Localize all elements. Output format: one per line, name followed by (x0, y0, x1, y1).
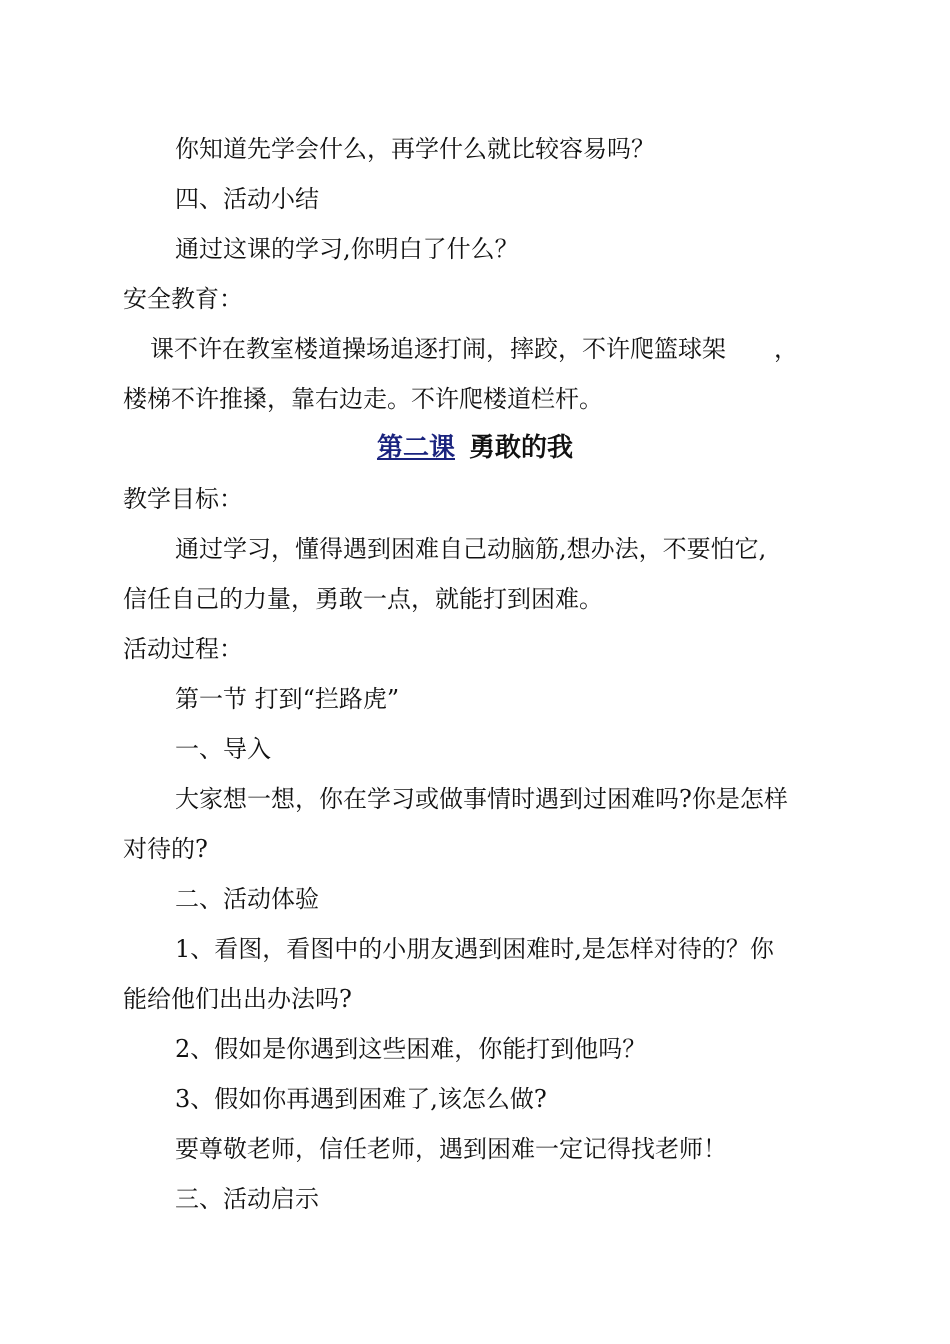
paragraph-line: 3、假如你再遇到困难了,该怎么做? (175, 1085, 547, 1113)
section-heading: 一、导入 (175, 735, 271, 763)
paragraph-line: 能给他们出出办法吗? (123, 985, 352, 1013)
paragraph-line: 楼梯不许推搡，靠右边走。不许爬楼道栏杆。 (123, 385, 603, 413)
section-heading: 三、活动启示 (175, 1185, 319, 1213)
paragraph-line: 对待的? (123, 835, 208, 863)
lesson-title-link[interactable]: 第二课 (376, 433, 455, 463)
lesson-title (0, 432, 950, 464)
paragraph-line: 2、假如是你遇到这些困难，你能打到他吗？ (175, 1035, 647, 1063)
subsection-heading: 第一节 打到“拦路虎” (175, 685, 400, 713)
section-label: 教学目标： (123, 485, 243, 513)
section-label: 活动过程： (123, 635, 243, 663)
paragraph-line: 通过这课的学习,你明白了什么？ (175, 235, 519, 263)
paragraph-line: 大家想一想，你在学习或做事情时遇到过困难吗?你是怎样 (175, 785, 788, 813)
lesson-title-text: 勇敢的我 (469, 433, 574, 463)
section-heading: 二、活动体验 (175, 885, 319, 913)
paragraph-line: 通过学习，懂得遇到困难自己动脑筋,想办法，不要怕它, (175, 535, 767, 563)
section-heading: 四、活动小结 (175, 185, 319, 213)
paragraph-line: 你知道先学会什么，再学什么就比较容易吗？ (175, 135, 655, 163)
paragraph-line: 信任自己的力量，勇敢一点，就能打到困难。 (123, 585, 603, 613)
section-label: 安全教育： (123, 285, 243, 313)
paragraph-line: 1、看图，看图中的小朋友遇到困难时,是怎样对待的？你 (175, 935, 774, 963)
paragraph-line: 课不许在教室楼道操场追逐打闹，摔跤，不许爬篮球架 ， (150, 335, 798, 363)
paragraph-line: 要尊敬老师，信任老师，遇到困难一定记得找老师！ (175, 1135, 727, 1163)
